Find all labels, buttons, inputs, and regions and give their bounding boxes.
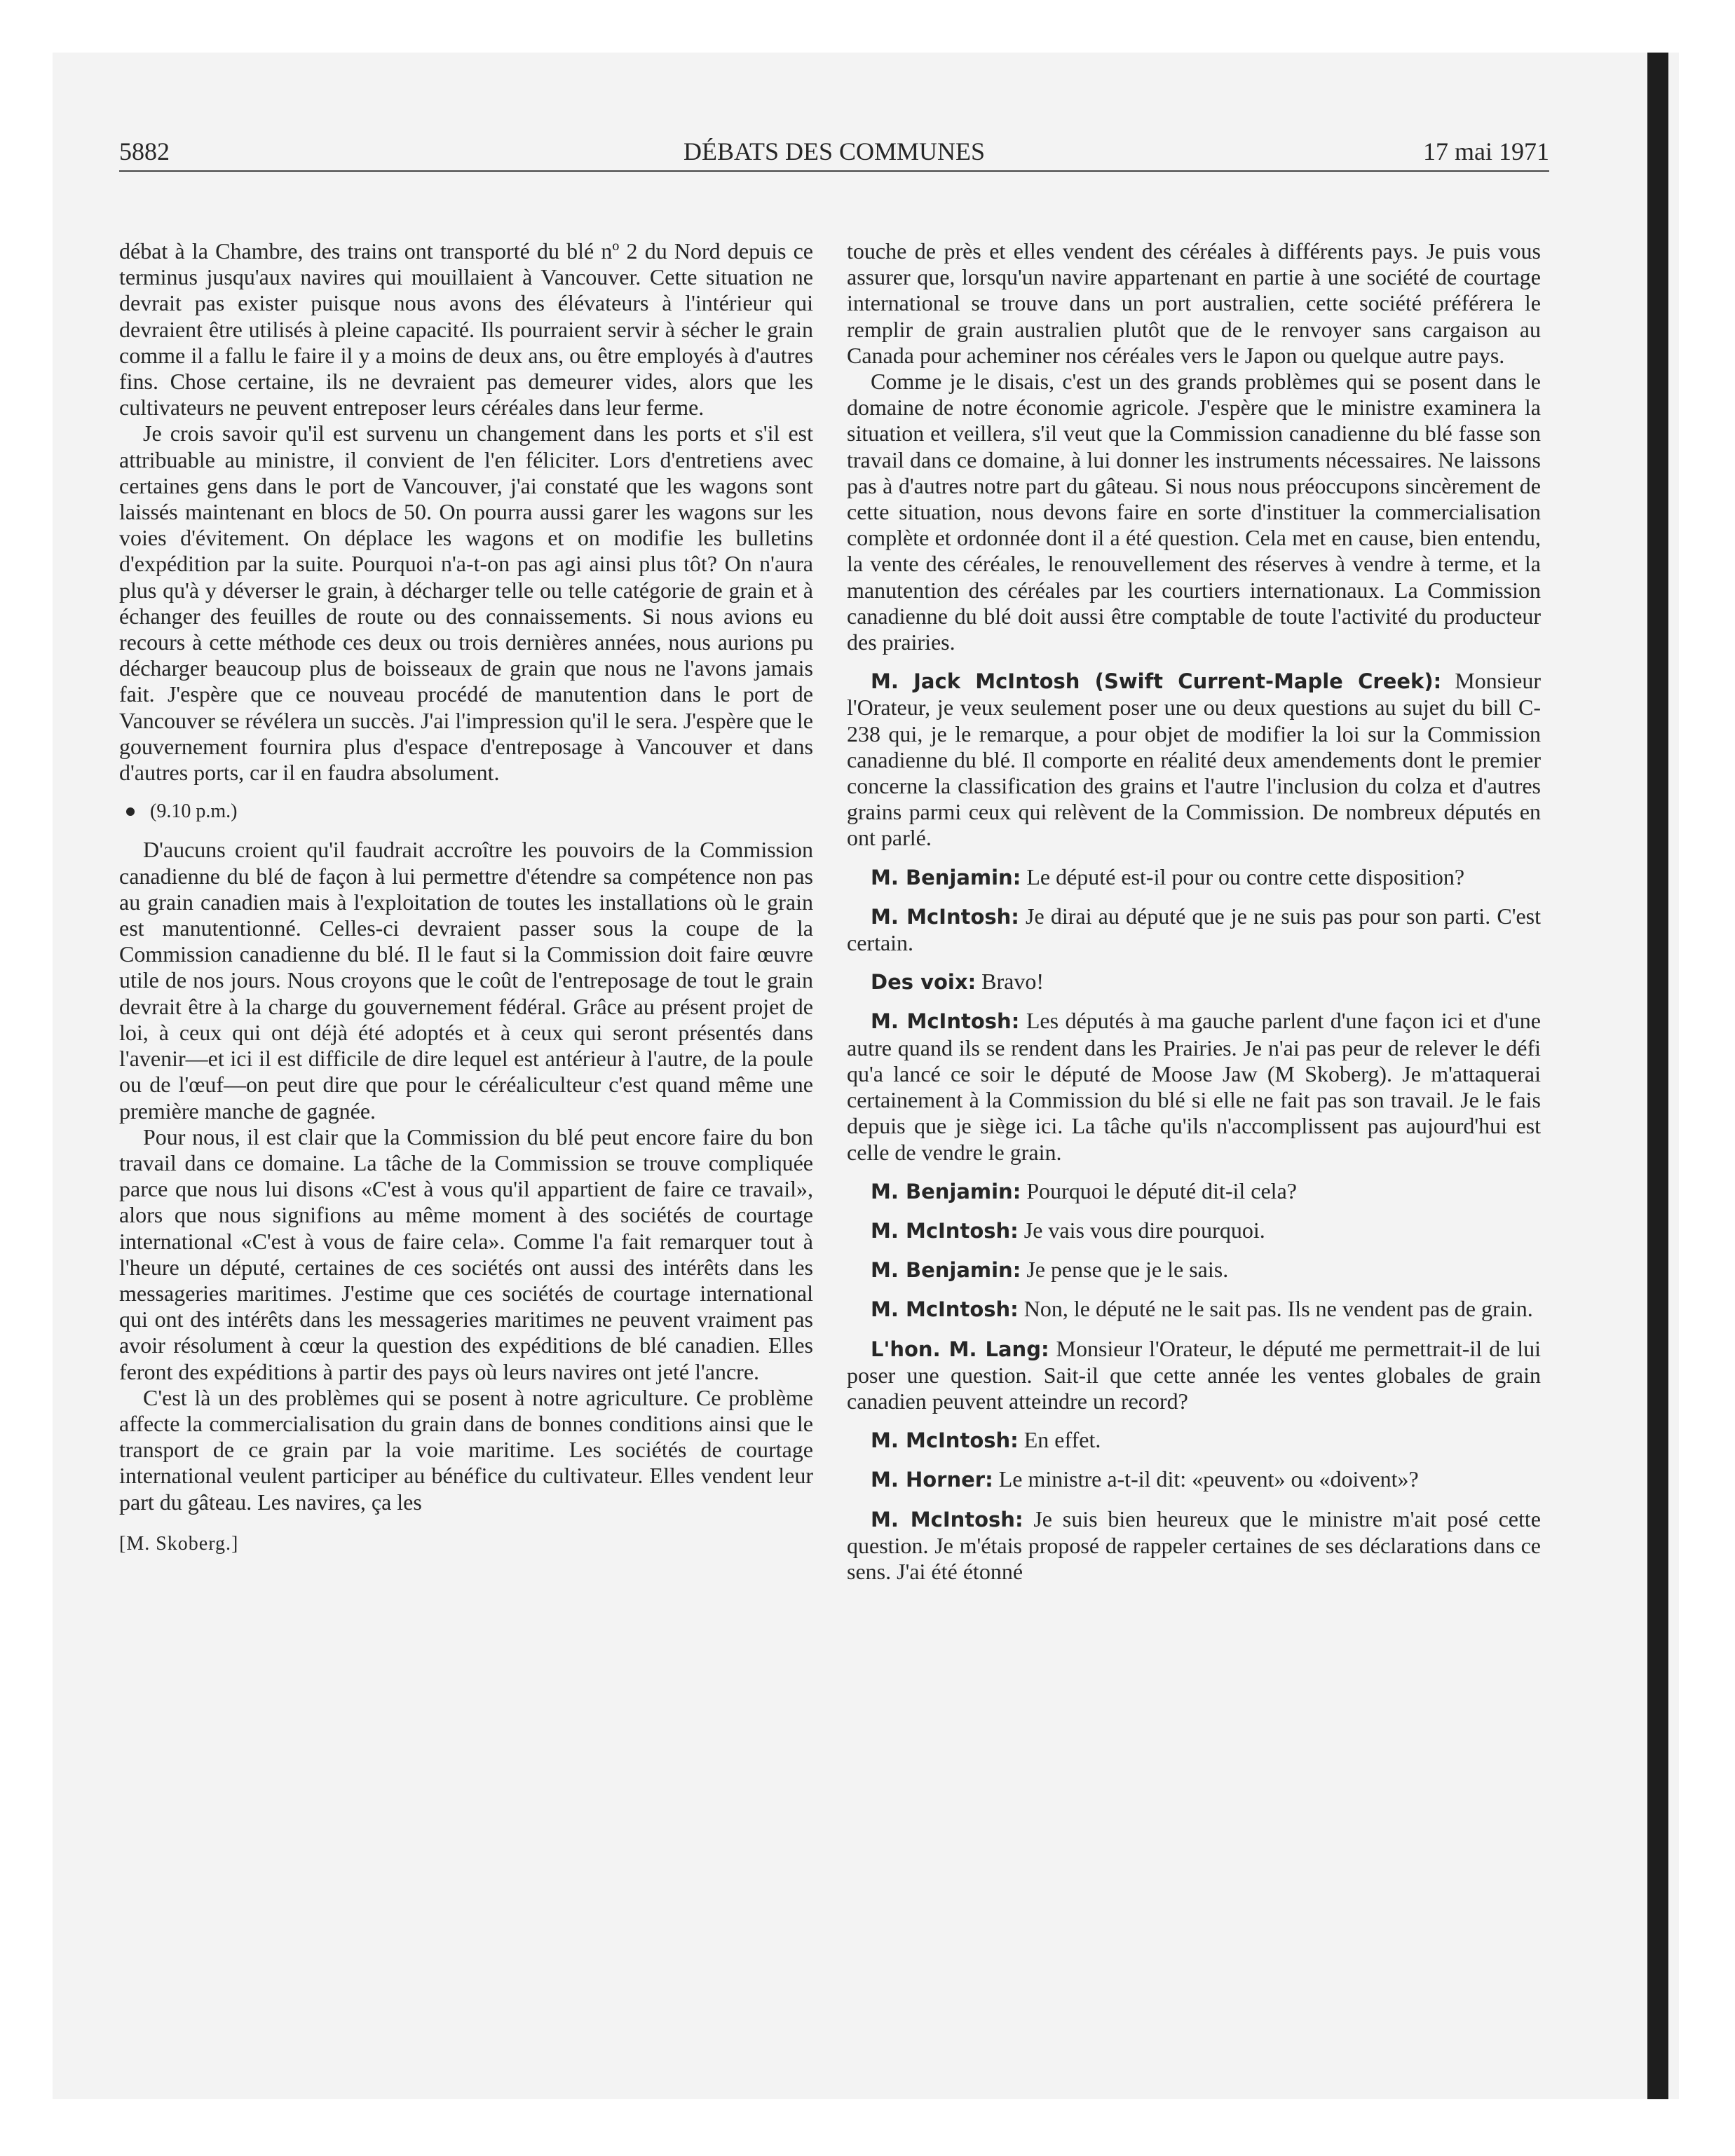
paragraph: débat à la Chambre, des trains ont transporté du blé nº 2 du Nord depuis ce terminus jusqu'aux navires qui mouillaient à Vancouver. Cette situation ne devrait pas exister puisque nous avons des élévateurs à l'intérieur qui devraient être utilisés à pleine capacité. Ils pourraient servir à sécher le grain comme il a fallu le faire il y a moins de deux ans, ou être employés à d'autres fins. Chose certaine, ils ne devraient pas demeurer vides, alors que les cultivateurs ne peuvent entreposer leurs céréales dans leur ferme. — [119, 238, 813, 421]
speech-text: Le ministre a-t-il dit: «peuvent» ou «doivent»? — [993, 1466, 1419, 1492]
speech-text: Je suis bien heureux que le ministre m'ait posé cette question. Je m'étais proposé de rappeler certaines de ses déclarations dans ce sens. J'ai été étonné — [847, 1506, 1541, 1584]
speech-text: Je vais vous dire pourquoi. — [1018, 1217, 1265, 1243]
paragraph: C'est là un des problèmes qui se posent à notre agriculture. Ce problème affecte la commercialisation du grain dans de bonnes conditions ainsi que le transport de ce grain par la voie maritime. Les sociétés de courtage international veulent participer au bénéfice du cultivateur. Elles vendent leur part du gâteau. Les navires, ça les — [119, 1384, 813, 1515]
speech-text: Pourquoi le député dit-il cela? — [1021, 1178, 1297, 1203]
speech-entry — [847, 1008, 1541, 1165]
speech-text: Je dirai au député que je ne suis pas pour son parti. C'est certain. — [847, 903, 1542, 956]
speech-text: Les députés à ma gauche parlent d'une façon ici et d'une autre quand ils se rendent dans les Prairies. Je n'ai pas peur de relever le défi qu'a lancé ce soir le député de Moose Jaw (M Skoberg). Je m'attaquerai certainement à la Commission du blé si elle ne fait pas son travail. Je le fais depuis que je siège ici. La tâche qu'ils n'accomplissent pas aujourd'hui est celle de vendre le grain. — [847, 1008, 1542, 1165]
speaker-name: M. Horner: — [871, 1468, 993, 1492]
speech-entry — [847, 1257, 1541, 1283]
speech-entry — [847, 1217, 1541, 1244]
speech-entry — [847, 864, 1541, 891]
speech-text: Monsieur l'Orateur, je veux seulement poser une ou deux questions au sujet du bill C-238 qui, je le remarque, a pour objet de modifier la loi sur la Commission canadienne du blé. Il comporte en réalité deux amendements dont le premier concerne la classification des grains et l'autre l'inclusion du colza et d'autres grains parmi ceux qui relèvent de la Commission. De nombreux députés en ont parlé. — [847, 668, 1541, 851]
speech-text: Je pense que je le sais. — [1021, 1257, 1229, 1283]
speech-entry — [847, 1427, 1541, 1454]
publication-title: DÉBATS DES COMMUNES — [683, 137, 986, 165]
paragraph: D'aucuns croient qu'il faudrait accroître les pouvoirs de la Commission canadienne du blé de façon à lui permettre d'étendre sa compétence non pas au grain canadien mais à l'exploitation de toutes les installations où le grain est manutentionné. Celles-ci devraient passer sous la coupe de la Commission canadienne du blé. Il le faut si la Commission doit faire œuvre utile de nos jours. Nous croyons que le coût de l'entreposage de tout le grain devrait être à la charge du gouvernement fédéral. Grâce au présent projet de loi, à ceux qui ont déjà été adoptés et à ceux qui seront présentés dans l'avenir—et ici il est difficile de dire lequel est antérieur à l'autre, de la poule ou de l'œuf—on peut dire que pour le céréaliculteur c'est quand même une première manche de gagnée. — [119, 837, 813, 1124]
time-marker-text: (9.10 p.m.) — [150, 800, 238, 823]
paragraph: Je crois savoir qu'il est survenu un changement dans les ports et s'il est attribuable au ministre, il convient de l'en féliciter. Lors d'entretiens avec certaines gens dans le port de Vancouver, j'ai constaté que les wagons sont laissés maintenant en blocs de 50. On pourra aussi garer les wagons sur les voies d'évitement. On déplace les wagons et on modifie les bulletins d'expédition par la suite. Pourquoi n'a-t-on pas agi ainsi plus tôt? On n'aura plus qu'à y déverser le grain, à décharger telle ou telle catégorie de grain et à échanger des feuilles de route ou des connaissements. Si nous avions eu recours à cette méthode ces deux ou trois dernières années, nous aurions pu décharger beaucoup plus de boisseaux de grain que nous ne l'avons jamais fait. J'espère que ce nouveau procédé de manutention dans le port de Vancouver se révélera un succès. J'ai l'impression qu'il le sera. J'espère que le gouvernement fournira plus d'espace d'entreposage à Vancouver et dans d'autres ports, car il en faudra absolument. — [119, 421, 813, 786]
speech-entry — [847, 1506, 1541, 1585]
bullet-icon — [126, 807, 135, 816]
speech-text: En effet. — [1018, 1427, 1101, 1453]
speech-entry — [847, 1466, 1541, 1493]
speaker-name: M. Jack McIntosh (Swift Current-Maple Creek): — [871, 669, 1442, 694]
speaker-name: M. McIntosh: — [871, 904, 1019, 929]
speaker-name: L'hon. M. Lang: — [871, 1337, 1049, 1361]
paragraph: touche de près et elles vendent des céréales à différents pays. Je puis vous assurer que, lorsqu'un navire appartenant en partie à une société de courtage international se trouve dans un port australien, cette société préférera le remplir de grain australien plutôt que de le renvoyer sans cargaison au Canada pour acheminer nos céréales vers le Japon ou quelque autre pays. — [847, 238, 1541, 368]
speech-entry — [847, 1178, 1541, 1205]
issue-date: 17 mai 1971 — [1423, 137, 1549, 165]
speech-entry — [847, 903, 1541, 956]
time-marker — [119, 798, 813, 824]
speech-text: Non, le député ne le sait pas. Ils ne vendent pas de grain. — [1018, 1296, 1533, 1322]
speech-text: Bravo! — [976, 969, 1045, 995]
speaker-name: M. McIntosh: — [871, 1297, 1019, 1322]
page-number: 5882 — [119, 137, 170, 165]
speech-text: Monsieur l'Orateur, le député me permettrait-il de lui poser une question. Sait-il que cette année les ventes globales de grain canadien peuvent atteindre un record? — [847, 1335, 1541, 1414]
speaker-signature: [M. Skoberg.] — [119, 1532, 239, 1555]
speaker-name: Des voix: — [871, 970, 977, 995]
speaker-name: M. Benjamin: — [871, 1258, 1021, 1283]
speaker-name: M. Benjamin: — [871, 865, 1021, 889]
paragraph: Pour nous, il est clair que la Commission du blé peut encore faire du bon travail dans ce domaine. La tâche de la Commission se trouve compliquée parce que nous lui disons «C'est à vous qu'il appartient de faire ce travail», alors que nous signifions au même moment à des sociétés de courtage international «C'est à vous de faire cela». Comme l'a fait remarquer tout à l'heure un député, certaines de ces sociétés ont aussi des intérêts dans les messageries maritimes. J'estime que ces sociétés de courtage international qui ont des intérêts dans les messageries maritimes ne peuvent vraiment pas avoir résolument à cœur la question des expéditions de blé canadien. Elles feront des expéditions à partir des pays où leurs navires ont jeté l'ancre. — [119, 1124, 813, 1384]
speaker-name: M. Benjamin: — [871, 1179, 1021, 1203]
speech-entry — [847, 1336, 1541, 1415]
scan-edge-bar — [1647, 53, 1668, 2099]
speech-entry — [847, 969, 1541, 995]
page-header — [119, 137, 1549, 172]
paragraph: Comme je le disais, c'est un des grands problèmes qui se posent dans le domaine de notre économie agricole. J'espère que le ministre examinera la situation et veillera, s'il veut que la Commission canadienne du blé fasse son travail dans ce domaine, à lui donner les instruments nécessaires. Ne laissons pas à d'autres notre part du gâteau. Si nous nous préoccupons sincèrement de cette situation, nous devons faire en sorte d'instituer la commercialisation complète et ordonnée dont il a été question. Cela met en cause, bien entendu, la vente des céréales, le renouvellement des réserves à vendre à terme, et la manutention des céréales par les courtiers internationaux. La Commission canadienne du blé doit aussi être comptable de toute l'activité du producteur des prairies. — [847, 369, 1541, 655]
speaker-name: M. McIntosh: — [871, 1218, 1019, 1243]
speech-entry — [847, 1296, 1541, 1323]
speaker-name: M. McIntosh: — [871, 1009, 1020, 1034]
left-column — [119, 238, 813, 1557]
right-column — [847, 238, 1541, 1585]
speaker-name: M. McIntosh: — [871, 1507, 1023, 1531]
speaker-name: M. McIntosh: — [871, 1428, 1019, 1453]
speech-text: Le député est-il pour ou contre cette disposition? — [1021, 864, 1465, 889]
speech-entry — [847, 668, 1541, 851]
